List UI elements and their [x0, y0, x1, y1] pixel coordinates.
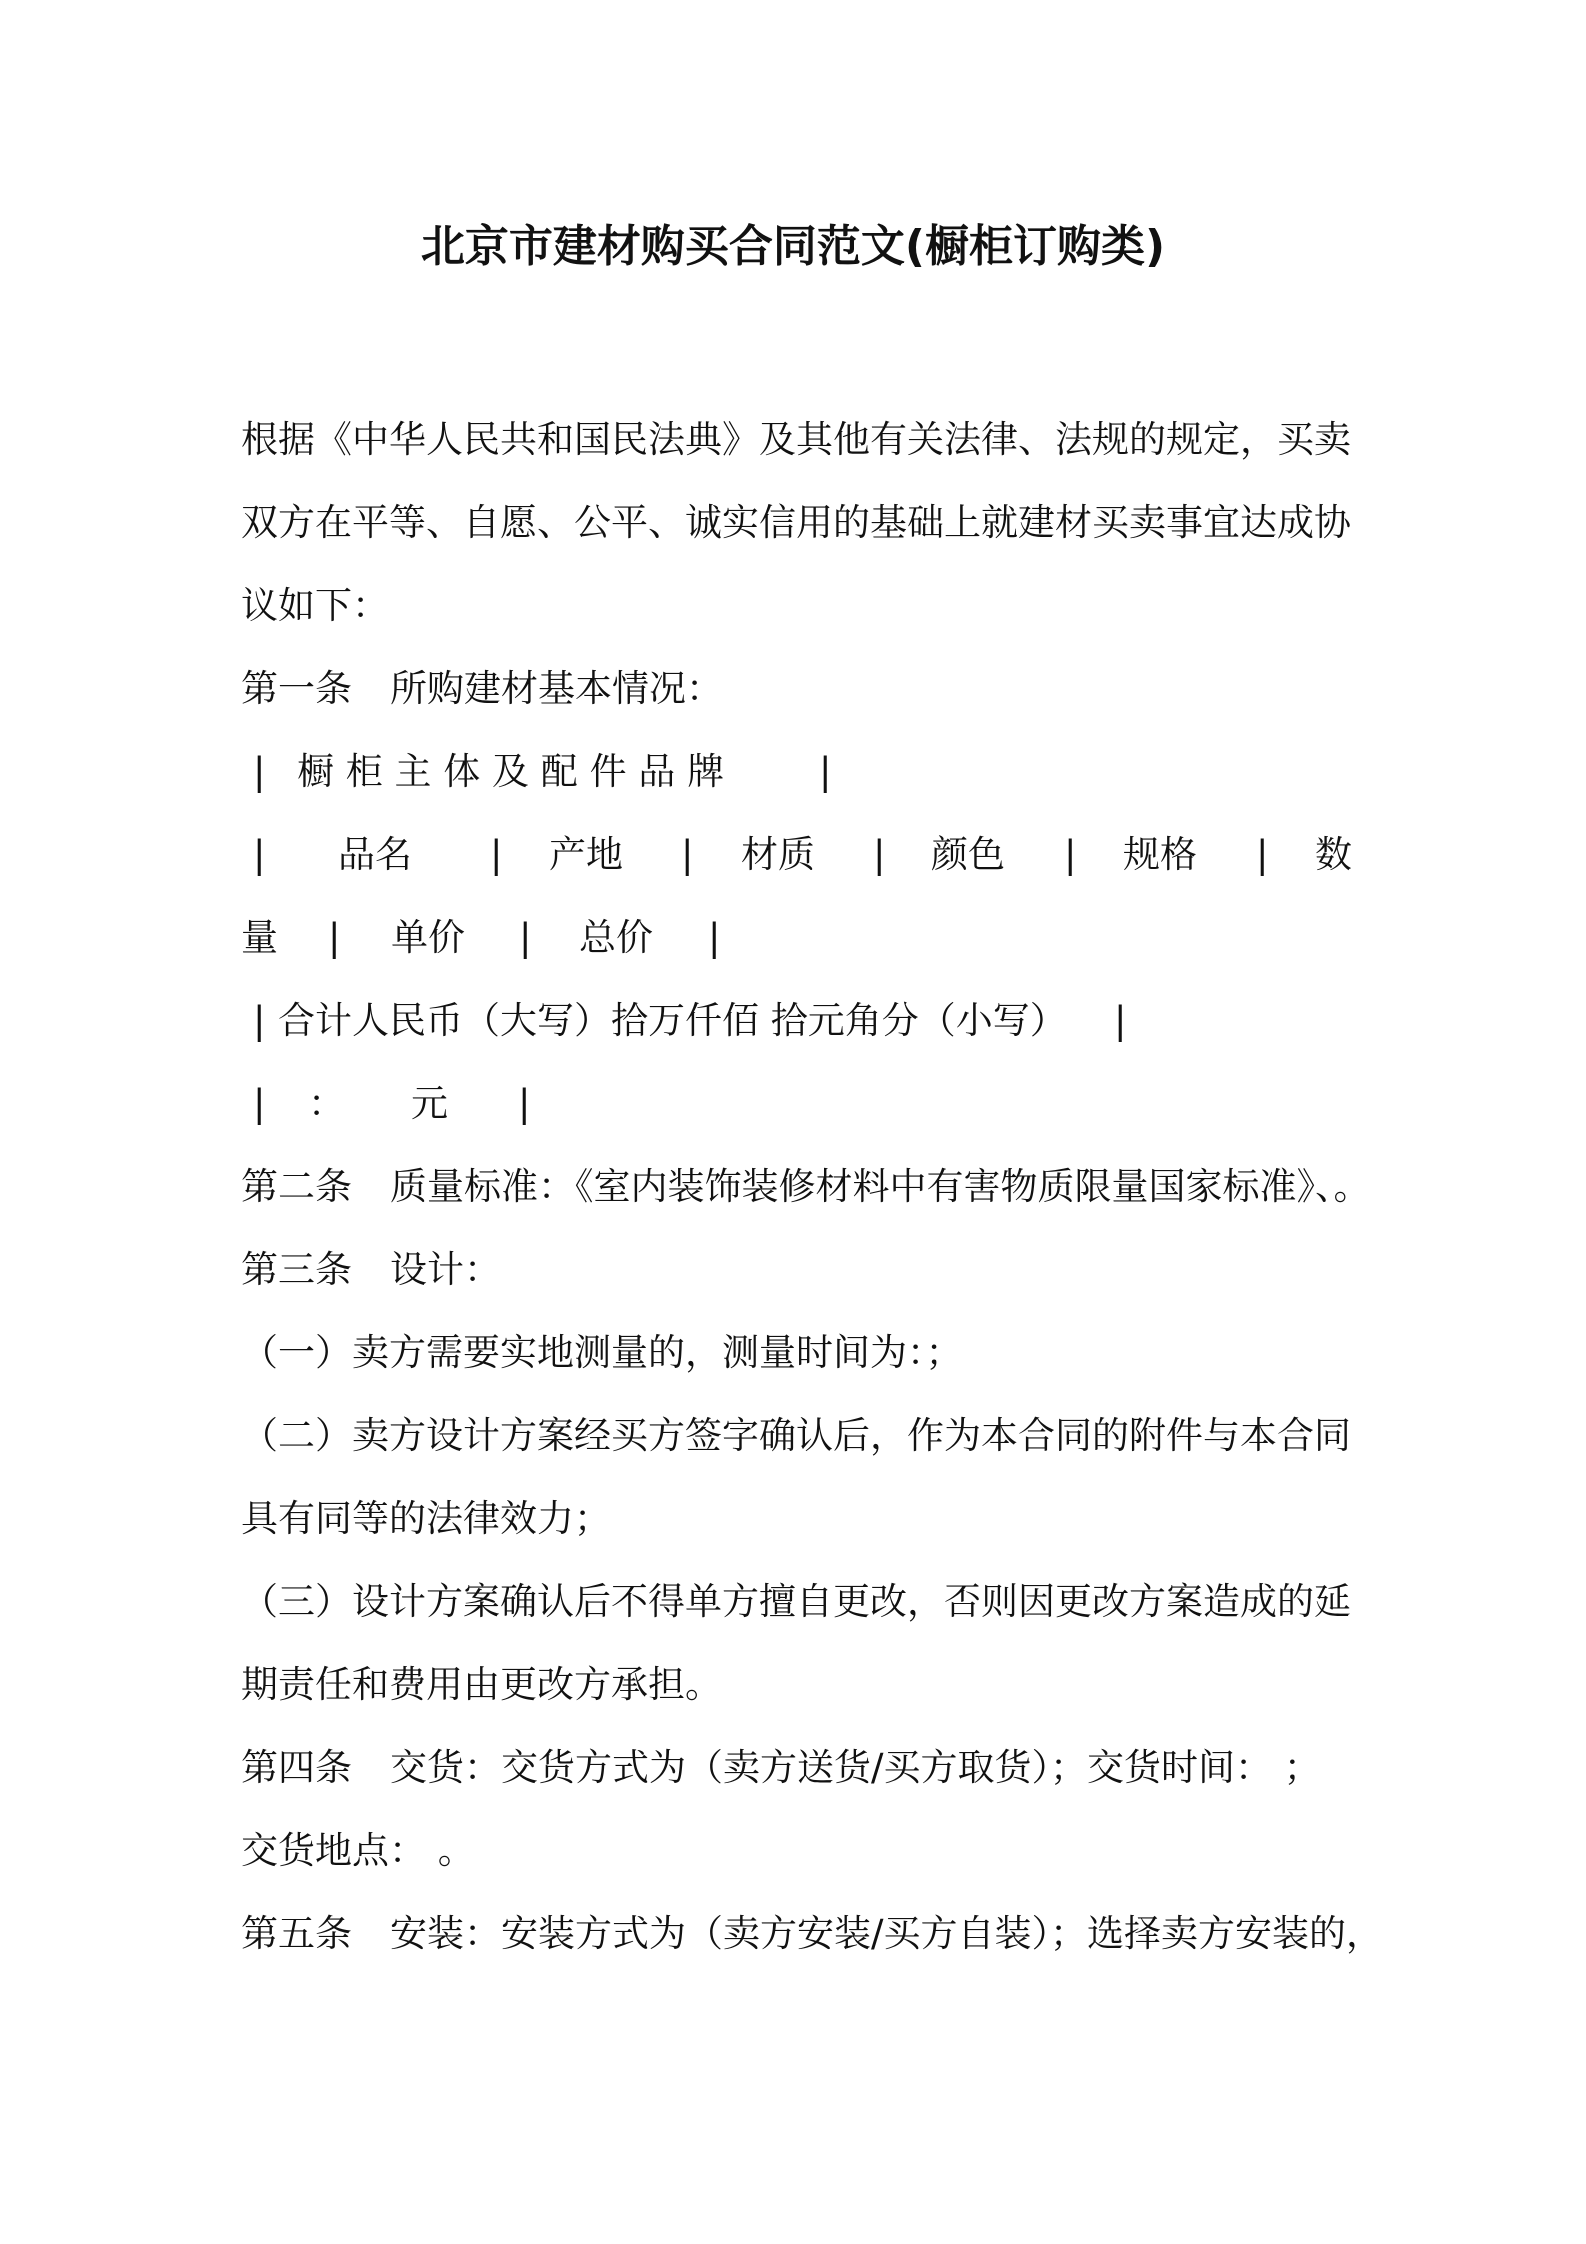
table-bar: |	[519, 916, 532, 959]
article-5-label: 第五条	[241, 1912, 352, 1955]
article-3-item-3-line-1: （三）设计方案确认后不得单方擅自更改，否则因更改方案造成的延	[241, 1580, 1351, 1623]
intro-line-3: 议如下：	[241, 584, 389, 627]
article-2-label: 第二条	[241, 1165, 352, 1208]
article-4-label: 第四条	[241, 1746, 352, 1789]
table-bar: |	[253, 833, 266, 876]
article-4-text: 交货：交货方式为（卖方送货/买方取货）；交货时间： ；	[390, 1746, 1321, 1789]
yuan-row-yuan: 元	[411, 1082, 448, 1125]
article-5-text: 安装：安装方式为（卖方安装/买方自装）；选择卖方安装的，	[390, 1912, 1383, 1955]
header-col-name: 品名	[338, 833, 412, 876]
header-col-total-price: 总价	[579, 916, 653, 959]
article-2	[241, 1162, 1371, 1212]
table-bar: |	[819, 750, 832, 793]
intro-line-2: 双方在平等、自愿、公平、诚实信用的基础上就建材买卖事宜达成协	[241, 501, 1351, 544]
article-5	[241, 1909, 1383, 1959]
table-bar: |	[490, 833, 503, 876]
table-bar: |	[253, 1082, 266, 1125]
article-3	[241, 1245, 501, 1295]
table-bar: |	[518, 1082, 531, 1125]
table-bar: |	[681, 833, 694, 876]
article-4	[241, 1743, 1321, 1793]
yuan-row-colon: ：	[308, 1082, 345, 1125]
article-2-text: 质量标准：《室内装饰装修材料中有害物质限量国家标准》、。	[390, 1165, 1371, 1208]
header-col-origin: 产地	[549, 833, 623, 876]
table-bar: |	[708, 916, 721, 959]
header-col-color: 颜色	[931, 833, 1005, 876]
table-bar: |	[1256, 833, 1269, 876]
article-3-item-1: （一）卖方需要实地测量的，测量时间为：；	[241, 1331, 963, 1374]
article-4-line-2: 交货地点： 。	[241, 1829, 475, 1872]
table-bar: |	[1114, 999, 1127, 1042]
table-brand-row	[241, 747, 1361, 797]
table-header-row-cont	[241, 913, 1361, 963]
table-total-row	[241, 996, 1361, 1046]
table-bar: |	[1064, 833, 1077, 876]
article-3-text: 设计：	[390, 1248, 501, 1291]
header-col-quantity-start: 数	[1315, 833, 1352, 876]
header-col-quantity-end: 量	[241, 916, 278, 959]
article-3-item-3-line-2: 期责任和费用由更改方承担。	[241, 1663, 722, 1706]
article-3-item-2-line-1: （二）卖方设计方案经买方签字确认后，作为本合同的附件与本合同	[241, 1414, 1351, 1457]
header-col-material: 材质	[741, 833, 815, 876]
header-col-unit-price: 单价	[391, 916, 465, 959]
table-yuan-row	[241, 1079, 1361, 1129]
table-bar: |	[328, 916, 341, 959]
table-header-row	[241, 830, 1361, 880]
article-1-text: 所购建材基本情况：	[390, 667, 723, 710]
article-3-label: 第三条	[241, 1248, 352, 1291]
brand-row-text: 橱 柜 主 体 及 配 件 品 牌	[297, 750, 725, 793]
article-1	[241, 664, 723, 714]
article-1-label: 第一条	[241, 667, 352, 710]
header-col-spec: 规格	[1123, 833, 1197, 876]
document-title: 北京市建材购买合同范文(橱柜订购类)	[420, 221, 1166, 272]
total-row-text: 合计人民币（大写）拾万仟佰 拾元角分（小写）	[278, 999, 1067, 1042]
article-3-item-2-line-2: 具有同等的法律效力；	[241, 1497, 611, 1540]
table-bar: |	[253, 999, 266, 1042]
table-bar: |	[253, 750, 266, 793]
intro-line-1: 根据《中华人民共和国民法典》及其他有关法律、法规的规定，买卖	[241, 418, 1351, 461]
table-bar: |	[873, 833, 886, 876]
